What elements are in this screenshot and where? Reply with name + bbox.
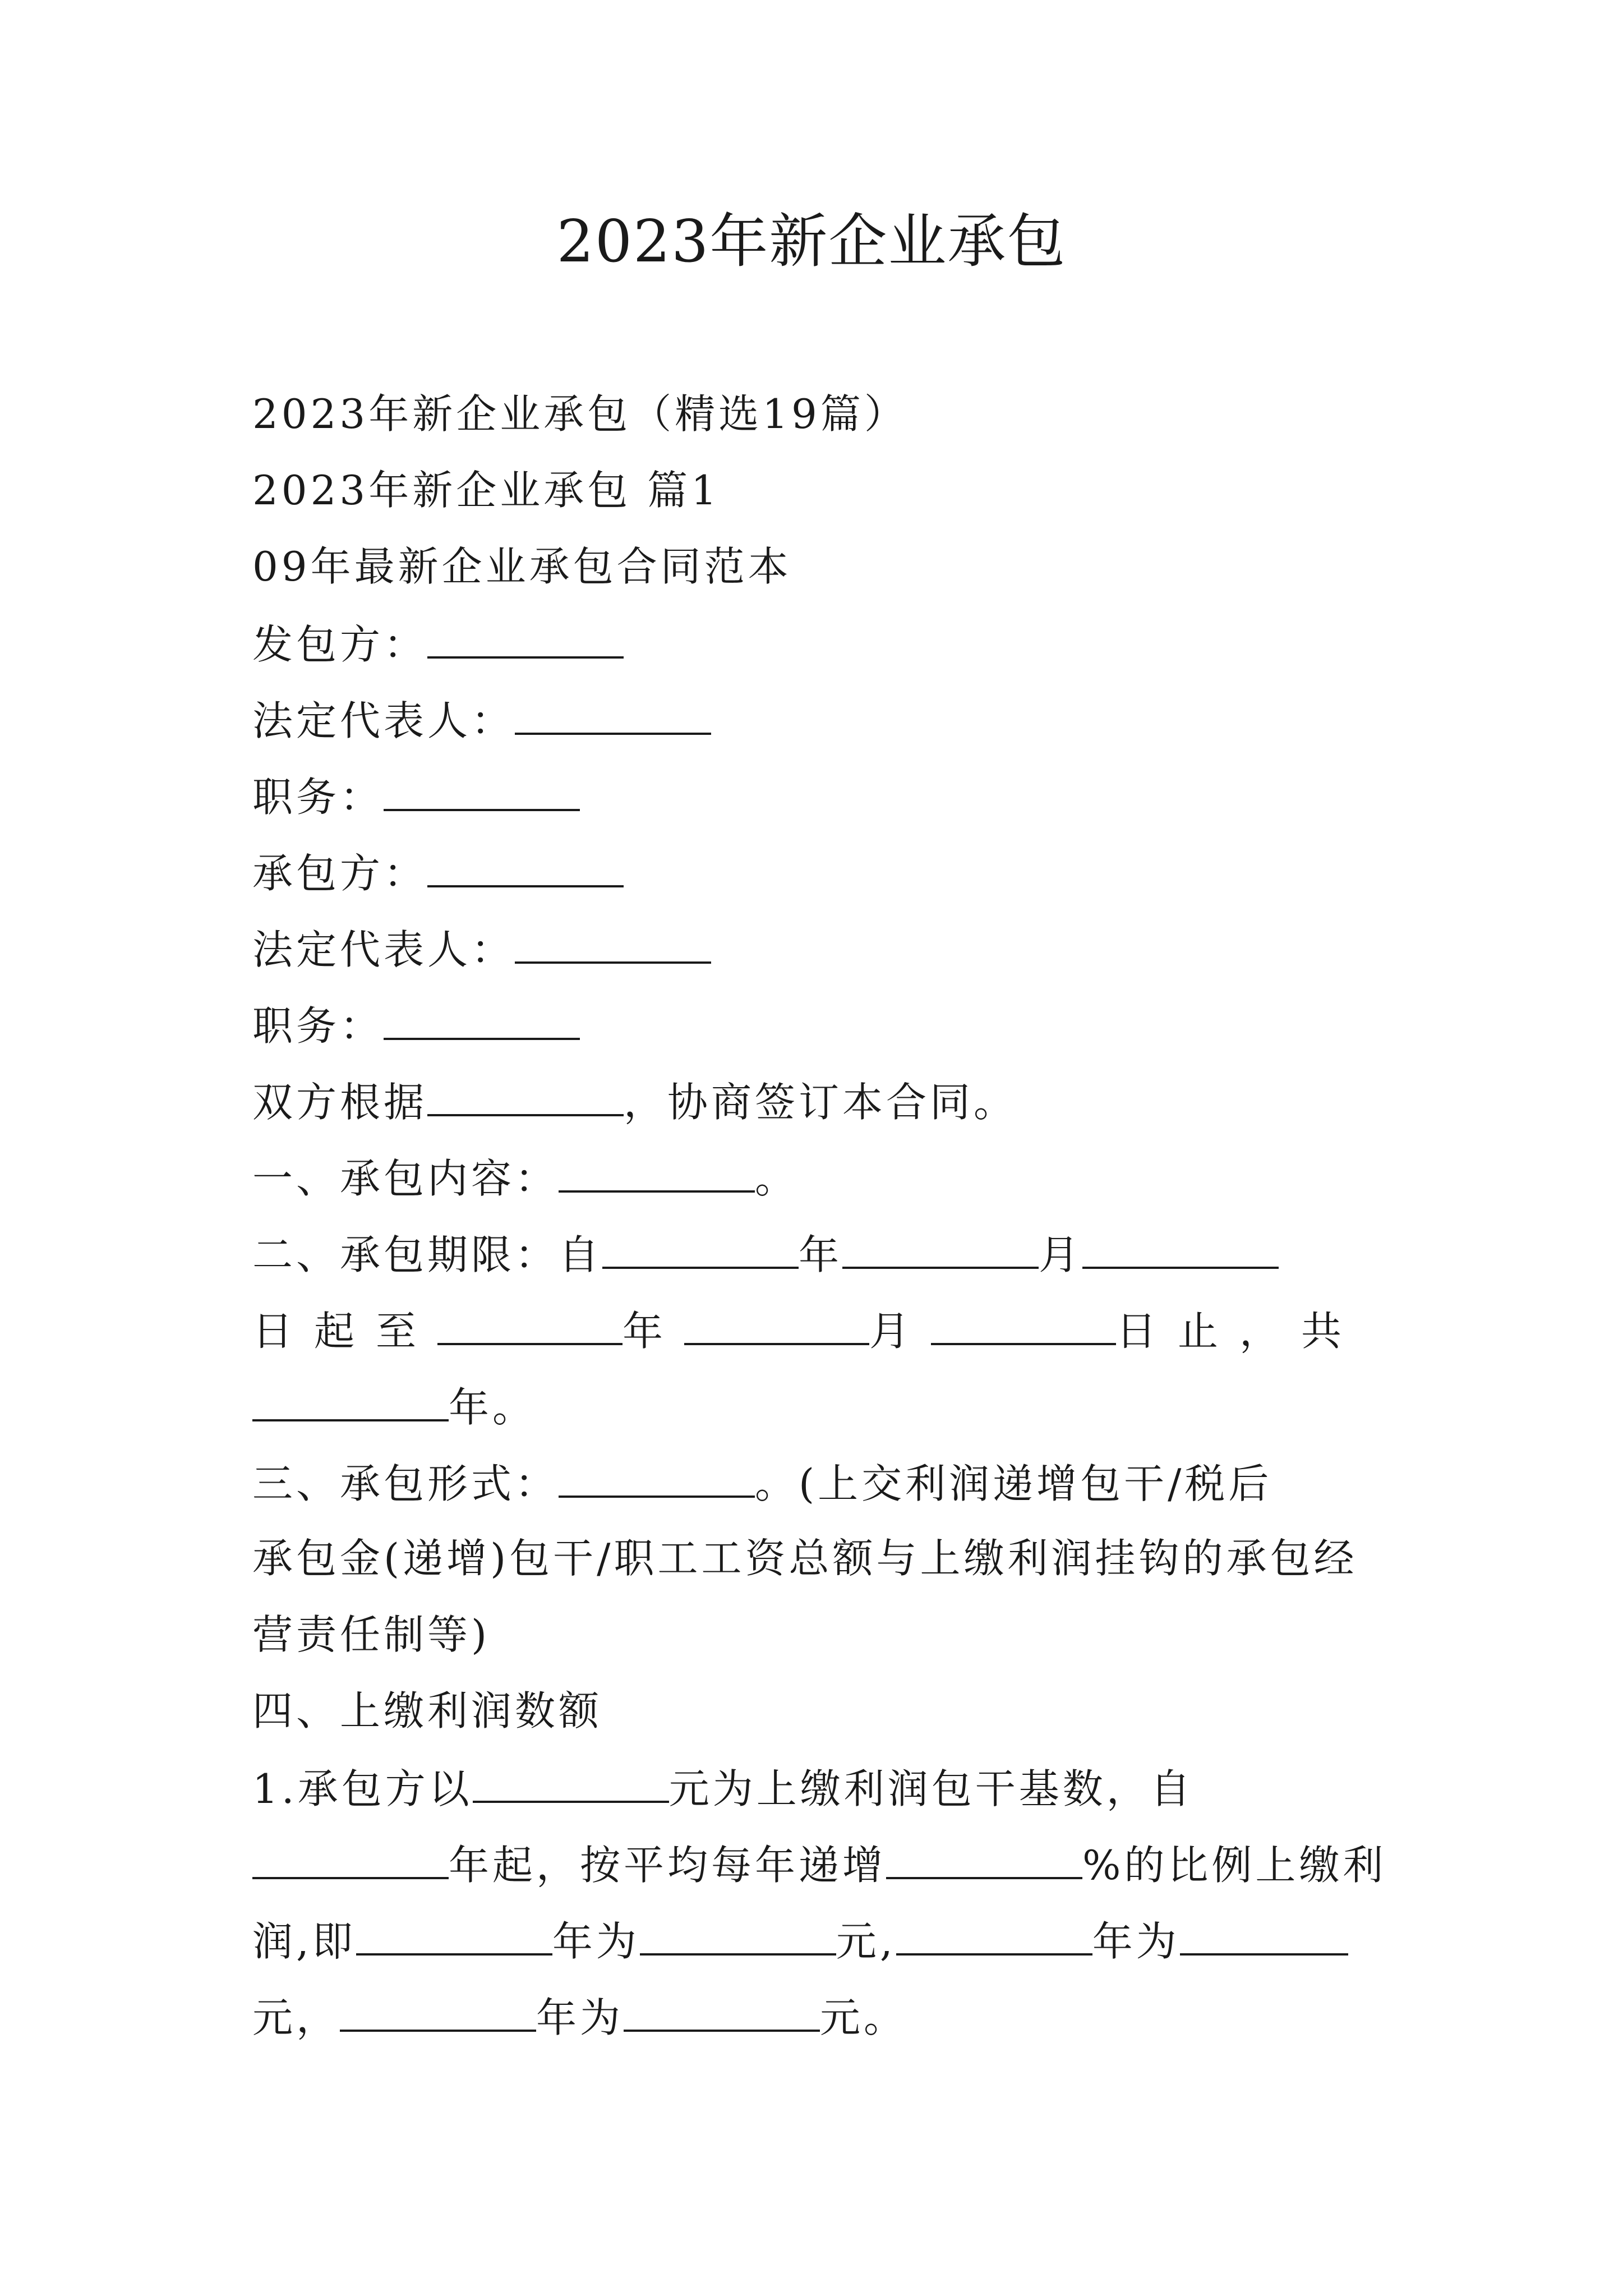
party-a-title-line: 职务： xyxy=(252,769,1385,824)
period-line-3: 年。 xyxy=(252,1379,1385,1434)
blank-field xyxy=(384,769,580,811)
blank-field xyxy=(886,1837,1082,1879)
page-title: 2023年新企业承包 xyxy=(556,207,1067,275)
blank-field xyxy=(842,1226,1039,1269)
profit-line-2: 年起，按平均每年递增 %的比例上缴利 xyxy=(252,1837,1385,1892)
blank-field xyxy=(931,1303,1116,1345)
period-line-1: 二、承包期限：自 年 月 xyxy=(252,1226,1385,1282)
blank-field xyxy=(356,1913,552,1955)
blank-field xyxy=(602,1226,799,1269)
blank-field xyxy=(437,1303,623,1345)
blank-field xyxy=(473,1760,669,1803)
blank-field xyxy=(559,1150,755,1193)
blank-field xyxy=(340,1989,536,2032)
profit-line-4: 元， 年为 元。 xyxy=(252,1989,1385,2045)
blank-field xyxy=(1180,1913,1348,1955)
section-heading: 2023年新企业承包 篇1 xyxy=(252,467,720,514)
contract-title: 09年最新企业承包合同范本 xyxy=(252,543,792,590)
blank-field xyxy=(427,1074,624,1116)
party-b-line: 承包方： xyxy=(252,845,1385,900)
blank-field xyxy=(427,845,624,887)
blank-field xyxy=(515,692,711,735)
blank-field xyxy=(427,616,624,659)
blank-field xyxy=(252,1837,449,1879)
blank-field xyxy=(252,1379,449,1421)
period-line-2: 日起至 年 月 日止，共 xyxy=(252,1303,1385,1358)
blank-field xyxy=(624,1989,820,2032)
blank-field xyxy=(1082,1226,1279,1269)
blank-field xyxy=(896,1913,1092,1955)
content-line: 一、承包内容： 。 xyxy=(252,1150,1385,1205)
blank-field xyxy=(515,921,711,964)
basis-line: 双方根据 ，协商签订本合同。 xyxy=(252,1074,1385,1129)
party-b-title-line: 职务： xyxy=(252,997,1385,1053)
form-line-2: 承包金(递增)包干/职工工资总额与上缴利润挂钩的承包经 xyxy=(252,1535,1358,1582)
party-b-rep-line: 法定代表人： xyxy=(252,921,1385,977)
profit-heading: 四、上缴利润数额 xyxy=(252,1687,603,1734)
blank-field xyxy=(559,1455,755,1498)
form-line-1: 三、承包形式： 。(上交利润递增包干/税后 xyxy=(252,1455,1385,1511)
blank-field xyxy=(640,1913,836,1955)
subtitle-line: 2023年新企业承包（精选19篇） xyxy=(252,390,908,438)
blank-field xyxy=(684,1303,869,1345)
profit-line-1: 1.承包方以 元为上缴利润包干基数，自 xyxy=(252,1760,1385,1816)
blank-field xyxy=(384,997,580,1040)
profit-line-3: 润,即 年为 元, 年为 xyxy=(252,1913,1385,1968)
form-line-3: 营责任制等) xyxy=(252,1611,491,1658)
party-a-line: 发包方： xyxy=(252,616,1385,671)
party-a-rep-line: 法定代表人： xyxy=(252,692,1385,748)
